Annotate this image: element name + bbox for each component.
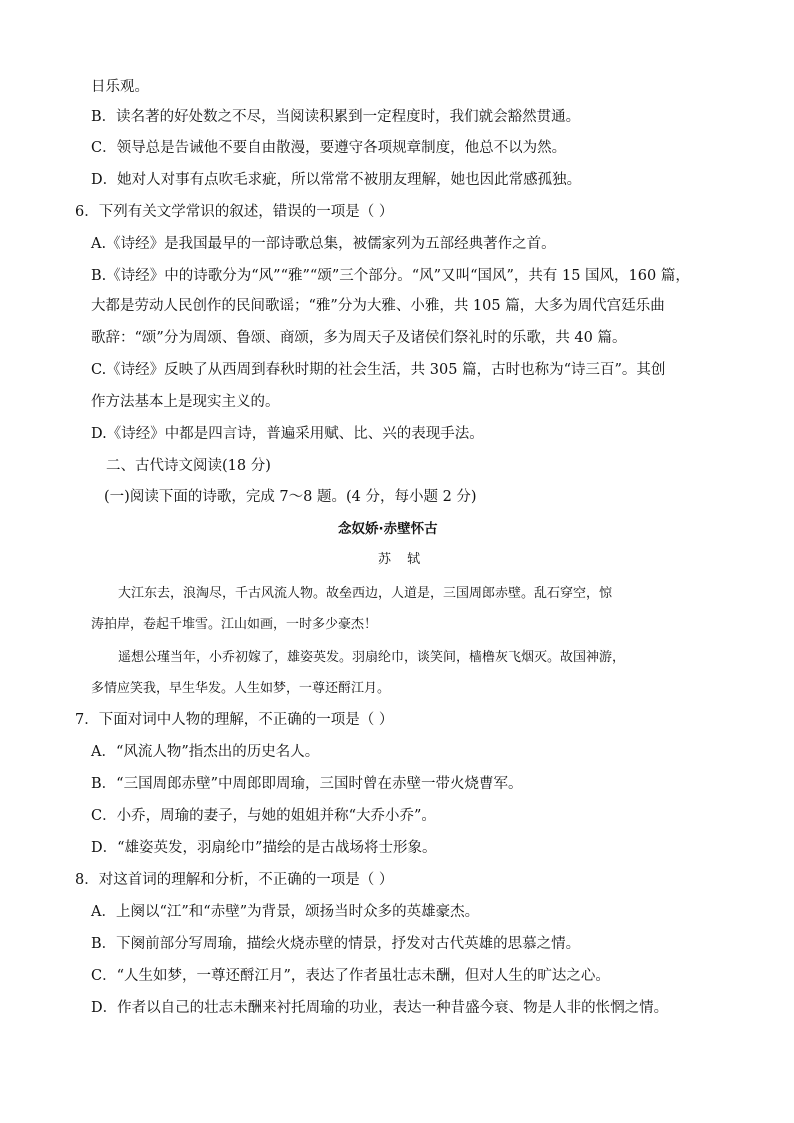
q8-option-b: B．下阕前部分写周瑜，描绘火烧赤壁的情景，抒发对古代英雄的思慕之情。 — [91, 936, 581, 952]
q7-option-a: A．“风流人物”指杰出的历史名人。 — [91, 744, 320, 760]
section-heading: 二、古代诗文阅读(18 分) — [106, 458, 271, 474]
q5-option-a-continued: 日乐观。 — [91, 79, 149, 95]
q7-option-c: C．小乔，周瑜的妻子，与她的姐姐并称“大乔小乔”。 — [91, 808, 436, 824]
q6-option-c-line1: C.《诗经》反映了从西周到春秋时期的社会生活，共 305 篇，古时也称为“诗三百”。其创 — [91, 362, 666, 378]
poem-stanza2-line1: 遥想公瑾当年，小乔初嫁了，雄姿英发。羽扇纶巾，谈笑间，樯橹灰飞烟灭。故国神游， — [118, 650, 626, 665]
q6-option-b-line1: B.《诗经》中的诗歌分为“风”“雅”“颂”三个部分。“风”又叫“国风”，共有 15 国风，160 篇， — [91, 268, 690, 284]
q8-option-c: C．“人生如梦，一尊还酹江月”，表达了作者虽壮志未酬，但对人生的旷达之心。 — [91, 968, 610, 984]
q7-stem: 7．下面对词中人物的理解，不正确的一项是（ ） — [75, 712, 394, 728]
q8-option-d: D．作者以自己的壮志未酬来衬托周瑜的功业，表达一种昔盛今衰、物是人非的怅惘之情。 — [91, 1000, 669, 1016]
q6-option-c-line2: 作方法基本上是现实主义的。 — [91, 394, 280, 410]
q6-option-b-line3: 歌辞：“颂”分为周颂、鲁颂、商颂，多为周天子及诸侯们祭礼时的乐歌，共 40 篇。 — [91, 330, 627, 346]
poem-author: 苏 轼 — [378, 552, 427, 567]
q5-option-b: B．读名著的好处数之不尽，当阅读积累到一定程度时，我们就会豁然贯通。 — [91, 109, 581, 125]
q6-option-b-line2: 大都是劳动人民创作的民间歌谣；“雅”分为大雅、小雅，共 105 篇，大多为周代宫廷乐曲 — [91, 298, 665, 314]
q7-option-b: B．“三国周郎赤壁”中周郎即周瑜，三国时曾在赤壁一带火烧曹军。 — [91, 776, 523, 792]
q6-option-d: D.《诗经》中都是四言诗，普遍采用赋、比、兴的表现手法。 — [91, 426, 484, 442]
q5-option-c: C．领导总是告诫他不要自由散漫，要遵守各项规章制度，他总不以为然。 — [91, 140, 567, 156]
q8-stem: 8．对这首词的理解和分析，不正确的一项是（ ） — [75, 872, 394, 888]
q8-option-a: A．上阕以“江”和“赤壁”为背景，颂扬当时众多的英雄豪杰。 — [91, 904, 480, 920]
q6-option-a: A.《诗经》是我国最早的一部诗歌总集，被儒家列为五部经典著作之首。 — [91, 236, 556, 252]
q5-option-d: D．她对人对事有点吹毛求疵，所以常常不被朋友理解，她也因此常感孤独。 — [91, 172, 582, 188]
poem-stanza2-line2: 多情应笑我，早生华发。人生如梦，一尊还酹江月。 — [91, 681, 391, 696]
poem-stanza1-line2: 涛拍岸，卷起千堆雪。江山如画，一时多少豪杰！ — [91, 617, 378, 632]
q6-stem: 6．下列有关文学常识的叙述，错误的一项是（ ） — [75, 204, 394, 220]
section-sub-heading: (一)阅读下面的诗歌，完成 7～8 题。(4 分，每小题 2 分) — [104, 489, 477, 505]
poem-title: 念奴娇·赤壁怀古 — [338, 521, 438, 537]
poem-stanza1-line1: 大江东去，浪淘尽，千古风流人物。故垒西边，人道是，三国周郎赤壁。乱石穿空，惊 — [118, 586, 613, 601]
q7-option-d: D．“雄姿英发，羽扇纶巾”描绘的是古战场将士形象。 — [91, 840, 437, 856]
